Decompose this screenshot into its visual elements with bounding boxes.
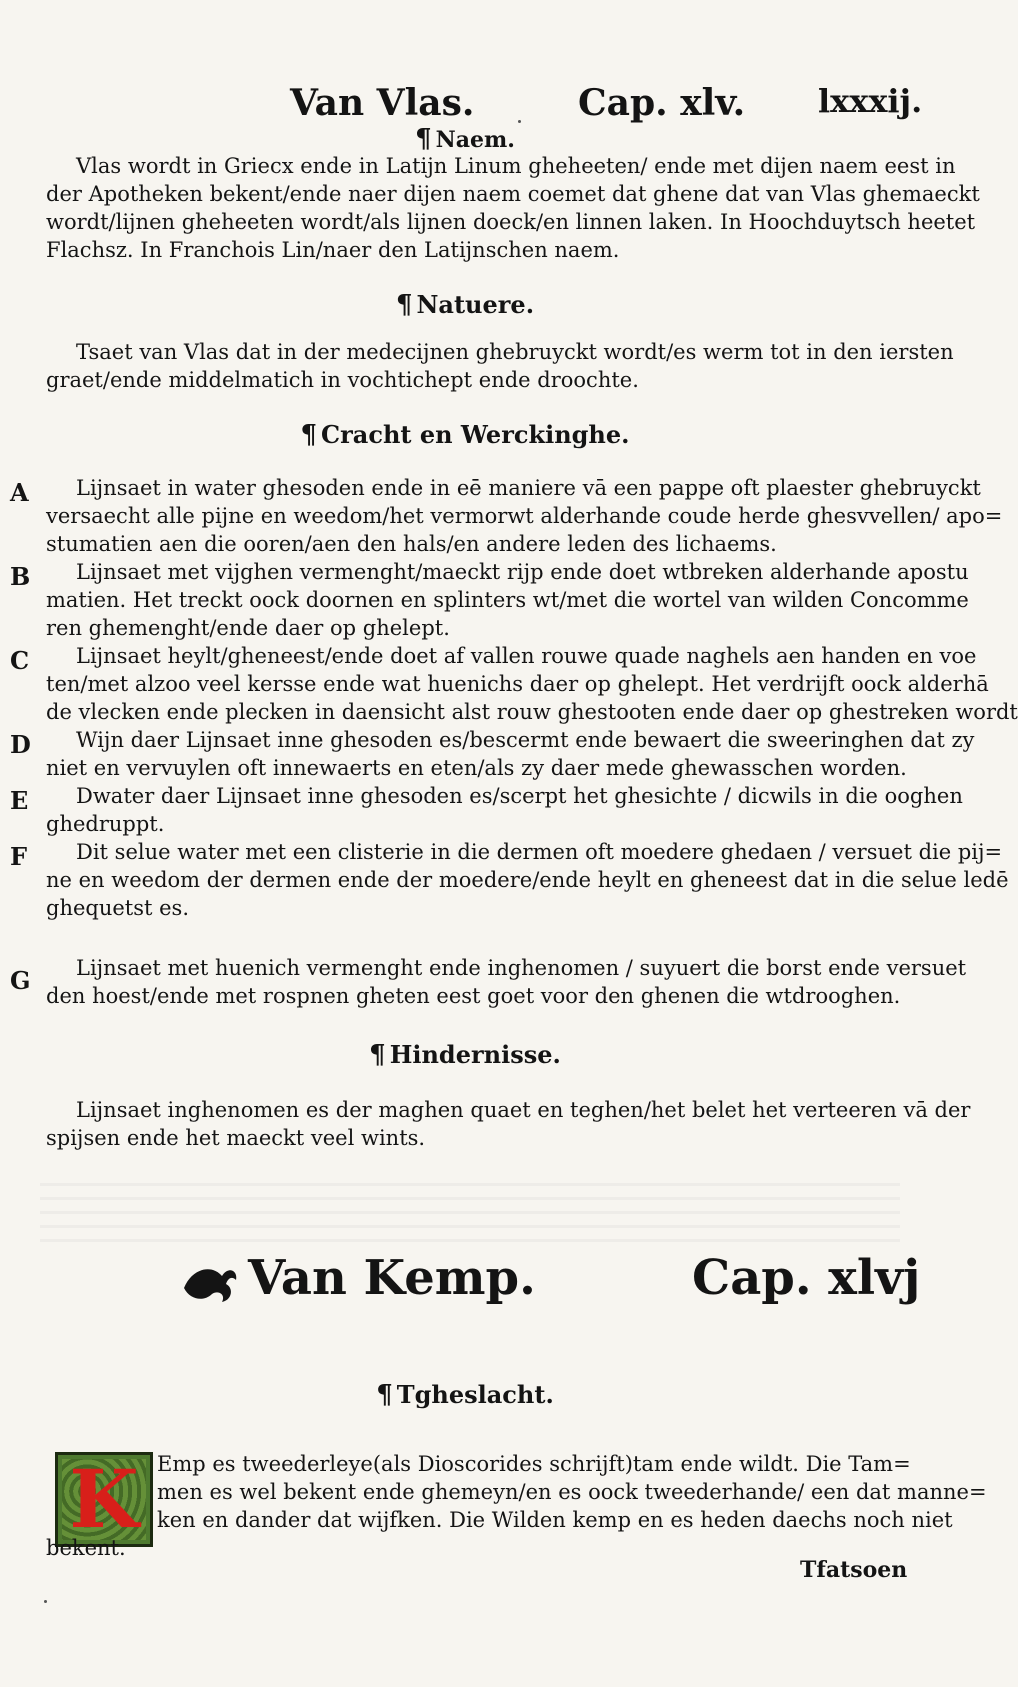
text-line: ten/met alzoo veel kersse ende wat huenichs daer op ghelept. Het verdrijft oock alderhā — [46, 672, 989, 696]
text-line: Vlas wordt in Griecx ende in Latijn Linum gheheeten/ ende met dijen naem eest in — [76, 154, 956, 178]
text-line: Lijnsaet heylt/gheneest/ende doet af vallen rouwe quade naghels aen handen en voe — [76, 644, 977, 668]
text-line: Dwater daer Lijnsaet inne ghesoden es/scerpt het ghesichte / dicwils in die ooghen — [76, 784, 963, 808]
text-line: Emp es tweederleye(als Dioscorides schrijft)tam ende wildt. Die Tam= — [157, 1452, 911, 1476]
text-line: spijsen ende het maeckt veel wints. — [46, 1126, 426, 1150]
text-line: ghequetst es. — [46, 896, 190, 920]
section-heading-cracht: ¶ Cracht en Werckinghe. — [300, 420, 630, 450]
text-line: men es wel bekent ende ghemeyn/en es oock tweederhande/ een dat manne= — [157, 1480, 987, 1504]
text-line: der Apotheken bekent/ende naer dijen naem coemet dat ghene dat van Vlas ghemaeckt — [46, 182, 980, 206]
pilcrow-icon: ¶ — [369, 1040, 386, 1070]
marginal-letter: A — [10, 478, 29, 507]
text-line: niet en vervuylen oft innewaerts en eten/als zy daer mede ghewasschen worden. — [46, 756, 907, 780]
text-line: ghedruppt. — [46, 812, 165, 836]
text-line: bekent. — [46, 1536, 126, 1560]
text-line: Tsaet van Vlas dat in der medecijnen ghebruyckt wordt/es werm tot in den iersten — [76, 340, 954, 364]
section-heading-natuere: ¶ Natuere. — [395, 290, 535, 320]
running-head-chapter: Cap. xlv. — [578, 82, 746, 124]
chapter-number: Cap. xlvj — [692, 1250, 921, 1306]
text-line: matien. Het treckt oock doornen en splinters wt/met die wortel van wilden Concomme — [46, 588, 969, 612]
show-through-band — [40, 1172, 900, 1242]
ink-speck — [44, 1600, 47, 1603]
marginal-letter: B — [10, 562, 31, 591]
text-line: Lijnsaet met vijghen vermenght/maeckt rijp ende doet wtbreken alderhande apostu — [76, 560, 969, 584]
pilcrow-icon: ¶ — [415, 124, 432, 154]
text-line: Flachsz. In Franchois Lin/naer den Latijnschen naem. — [46, 238, 620, 262]
text-line: versaecht alle pijne en weedom/het vermorwt alderhande coude herde ghesvvellen/ apo= — [46, 504, 1003, 528]
section-heading-naem: ¶ Naem. — [415, 124, 515, 154]
text-line: de vlecken ende plecken in daensicht alst rouw ghestooten ende daer op ghestreken wordt — [46, 700, 1018, 724]
fleuron-icon — [182, 1262, 240, 1310]
decorated-initial — [55, 1452, 153, 1547]
text-line: den hoest/ende met rospnen gheten eest goet voor den ghenen die wtdrooghen. — [46, 984, 901, 1008]
marginal-letter: D — [10, 730, 31, 759]
chapter-title-row — [0, 1250, 930, 1320]
marginal-letter: G — [10, 966, 31, 995]
text-line: ne en weedom der dermen ende der moedere/ende heylt en gheneest dat in die selue ledē — [46, 868, 1009, 892]
text-line: ren ghemenght/ende daer op ghelept. — [46, 616, 450, 640]
text-line: Lijnsaet met huenich vermenght ende inghenomen / suyuert die borst ende versuet — [76, 956, 967, 980]
pilcrow-icon: ¶ — [300, 420, 318, 450]
text-line: wordt/lijnen gheheeten wordt/als lijnen doeck/en linnen laken. In Hoochduytsch heetet — [46, 210, 976, 234]
text-line: Lijnsaet inghenomen es der maghen quaet en teghen/het belet het verteeren vā der — [76, 1098, 971, 1122]
marginal-letter: F — [10, 842, 28, 871]
section-heading-hindernisse: ¶ Hindernisse. — [369, 1040, 561, 1070]
text-line: ken en dander dat wijfken. Die Wilden kemp en es heden daechs noch niet — [157, 1508, 953, 1532]
pilcrow-icon: ¶ — [395, 290, 413, 320]
text-line: Dit selue water met een clisterie in die dermen oft moedere ghedaen / versuet die pij= — [76, 840, 1003, 864]
folio-number: lxxxij. — [818, 82, 923, 120]
text-line: stumatien aen die ooren/aen den hals/en andere leden des lichaems. — [46, 532, 777, 556]
running-head-title: Van Vlas. — [290, 82, 475, 124]
section-heading-tgheslacht: ¶ Tgheslacht. — [376, 1380, 554, 1410]
text-line: Lijnsaet in water ghesoden ende in eē maniere vā een pappe oft plaester ghebruyckt — [76, 476, 981, 500]
catchword: Tfatsoen — [800, 1557, 908, 1583]
text-line: Wijn daer Lijnsaet inne ghesoden es/bescermt ende bewaert die sweeringhen dat zy — [76, 728, 975, 752]
marginal-letter: E — [10, 786, 29, 815]
ink-speck — [518, 120, 521, 123]
text-line: graet/ende middelmatich in vochtichept ende droochte. — [46, 368, 639, 392]
initial-letter: K — [69, 1452, 139, 1546]
marginal-letter: C — [10, 646, 30, 675]
chapter-title: Van Kemp. — [248, 1250, 536, 1306]
pilcrow-icon: ¶ — [376, 1380, 393, 1410]
